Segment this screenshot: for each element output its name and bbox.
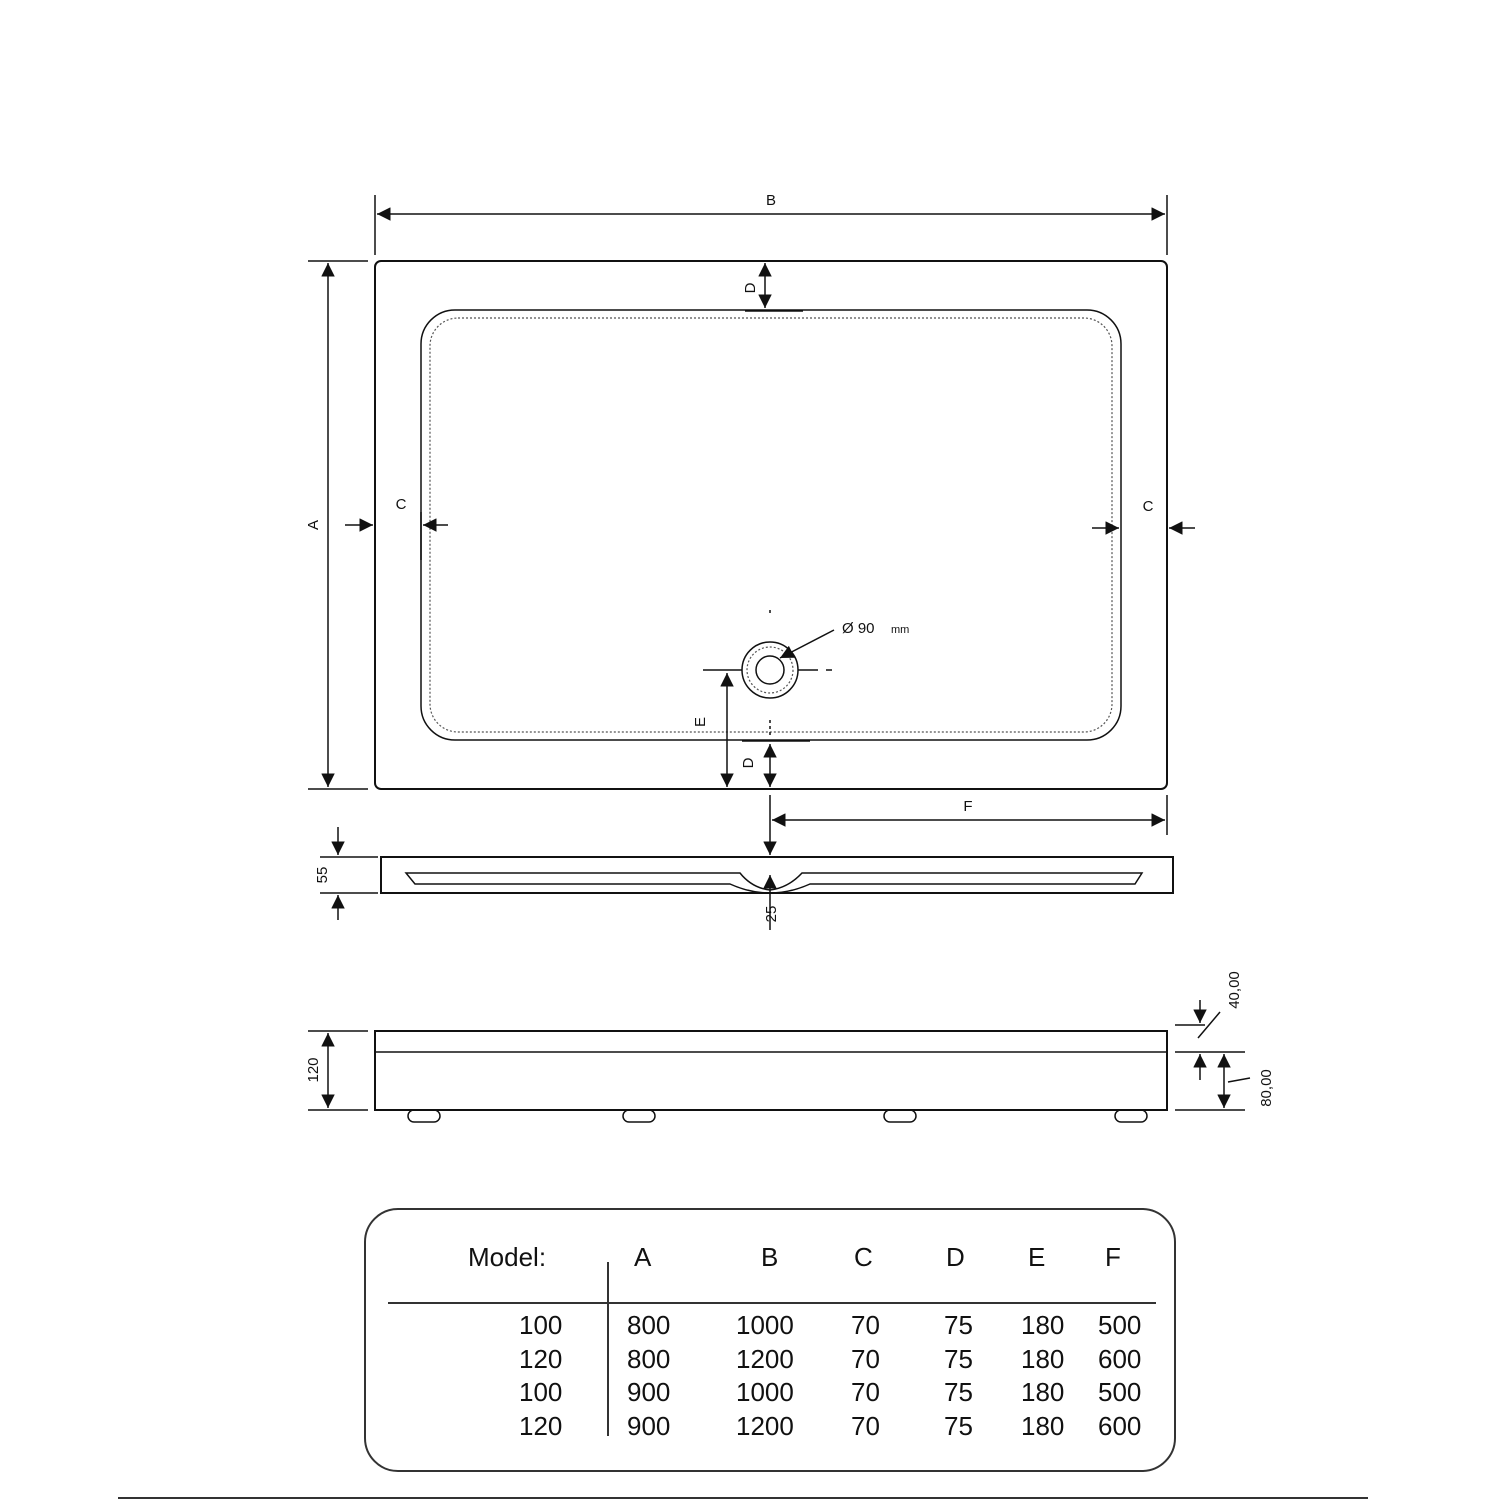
table-cell: 100 xyxy=(519,1310,563,1340)
table-cell: 180 xyxy=(1021,1377,1065,1407)
drain-diameter-label: Ø 90 xyxy=(842,620,875,637)
dimension-f-label: F xyxy=(963,798,973,815)
table-cell: 70 xyxy=(851,1310,880,1340)
table-cell: 600 xyxy=(1098,1344,1142,1374)
table-cell: 900 xyxy=(627,1411,671,1441)
tray-inner-dotted-edge xyxy=(430,318,1112,732)
foot-1 xyxy=(408,1110,440,1122)
table-cell: 70 xyxy=(851,1377,880,1407)
header-a: A xyxy=(634,1242,652,1272)
header-f: F xyxy=(1105,1242,1121,1272)
header-c: C xyxy=(854,1242,873,1272)
table-model-divider xyxy=(607,1262,609,1436)
table-cell: 75 xyxy=(944,1310,973,1340)
table-cell: 180 xyxy=(1021,1344,1065,1374)
section-view xyxy=(314,827,1173,930)
table-cell: 600 xyxy=(1098,1411,1142,1441)
plan-view xyxy=(305,192,1195,855)
dimension-b-label: B xyxy=(765,192,777,209)
dimension-80-label: 80,00 xyxy=(1258,1069,1275,1107)
table-cell: 100 xyxy=(519,1377,563,1407)
table-cell: 1000 xyxy=(736,1377,794,1407)
dimension-a-label: A xyxy=(305,519,322,531)
table-cell: 800 xyxy=(627,1344,671,1374)
header-model: Model: xyxy=(468,1242,547,1272)
table-cell: 75 xyxy=(944,1377,973,1407)
foot-3 xyxy=(884,1110,916,1122)
table-header-divider xyxy=(388,1302,1156,1304)
dimension-e-label: E xyxy=(692,716,709,728)
tray-inner-basin xyxy=(421,310,1121,740)
drain-diameter-unit: mm xyxy=(891,624,910,636)
table-cell: 800 xyxy=(627,1310,671,1340)
table-cell: 75 xyxy=(944,1411,973,1441)
table-cell: 500 xyxy=(1098,1310,1142,1340)
header-d: D xyxy=(946,1242,965,1272)
dimension-d-top-label: D xyxy=(742,282,759,294)
dimension-c-right-label: C xyxy=(1142,498,1154,515)
table-cell: 75 xyxy=(944,1344,973,1374)
foot-4 xyxy=(1115,1110,1147,1122)
table-cell: 70 xyxy=(851,1344,880,1374)
dimension-55-label: 55 xyxy=(314,866,331,884)
table-cell: 180 xyxy=(1021,1411,1065,1441)
table-cell: 1200 xyxy=(736,1344,794,1374)
table-cell: 70 xyxy=(851,1411,880,1441)
header-e: E xyxy=(1028,1242,1046,1272)
side-view xyxy=(305,971,1275,1122)
header-b: B xyxy=(761,1242,779,1272)
tray-outer-outline xyxy=(375,261,1167,789)
table-cell: 1000 xyxy=(736,1310,794,1340)
dimension-120-label: 120 xyxy=(305,1057,322,1083)
dimension-25-label: 25 xyxy=(763,905,780,923)
page-bottom-rule xyxy=(118,1497,1368,1499)
table-cell: 120 xyxy=(519,1344,563,1374)
table-cell: 500 xyxy=(1098,1377,1142,1407)
drain-leader-arrow xyxy=(780,630,834,658)
side-outline xyxy=(375,1031,1167,1110)
table-cell: 1200 xyxy=(736,1411,794,1441)
dimension-c-left-label: C xyxy=(395,496,407,513)
table-cell: 900 xyxy=(627,1377,671,1407)
size-table xyxy=(364,1208,1176,1472)
table-cell: 120 xyxy=(519,1411,563,1441)
dimension-d-bottom-label: D xyxy=(740,757,757,769)
table-cell: 180 xyxy=(1021,1310,1065,1340)
section-outline xyxy=(381,857,1173,893)
dimension-40-label: 40,00 xyxy=(1226,971,1243,1009)
foot-2 xyxy=(623,1110,655,1122)
drain-outlet xyxy=(703,610,832,736)
